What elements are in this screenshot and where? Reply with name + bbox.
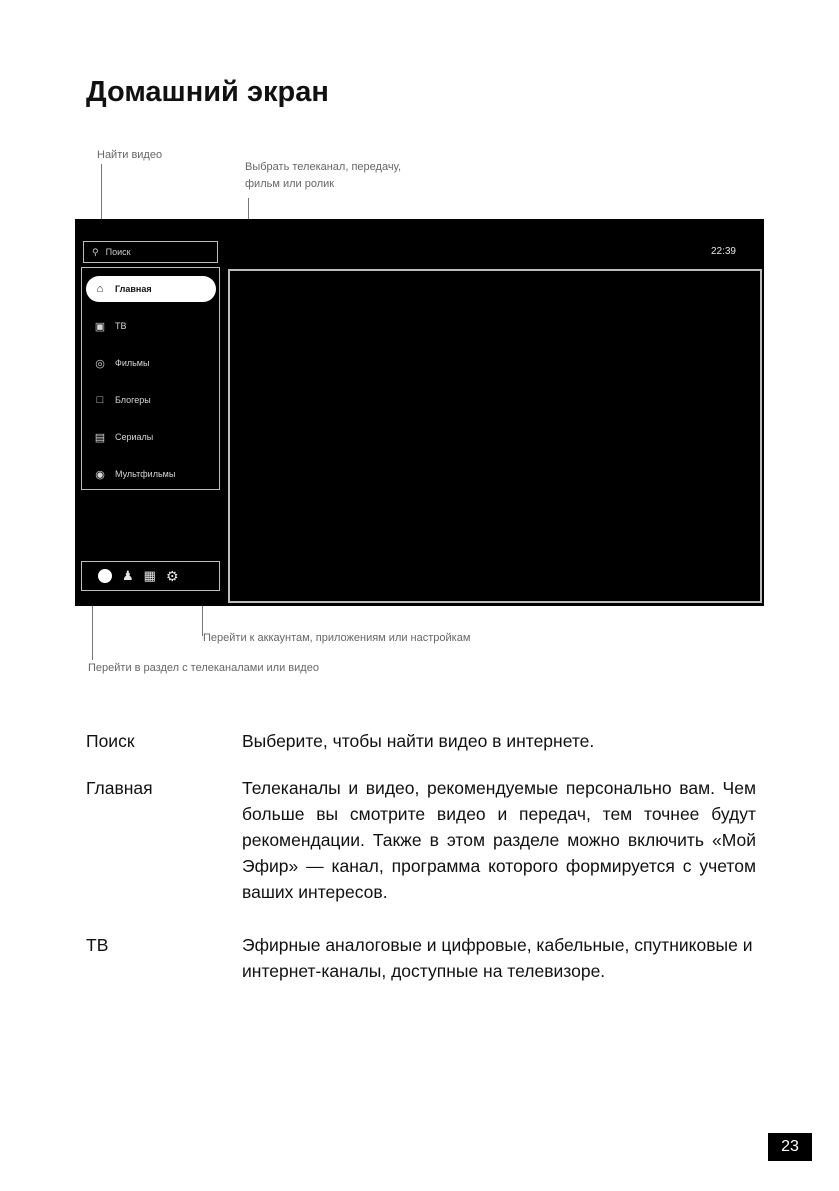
- page-number: 23: [768, 1133, 812, 1161]
- menu-item-films[interactable]: [86, 350, 216, 376]
- bottom-bar: [81, 561, 220, 591]
- account-icon[interactable]: ♟: [122, 568, 134, 583]
- cartoon-icon: ◉: [95, 468, 105, 481]
- term: ТВ: [86, 935, 109, 955]
- callout-choose-channel-1: Выбрать телеканал, передачу,: [245, 161, 402, 173]
- search-field[interactable]: [83, 241, 218, 263]
- callout-go-section: Перейти в раздел с телеканалами или видео: [88, 662, 319, 674]
- menu-item-label: Фильмы: [115, 358, 150, 368]
- blogger-icon: □: [96, 394, 104, 406]
- menu-item-tv[interactable]: [86, 313, 216, 339]
- sidebar-menu: [81, 267, 220, 490]
- content-area[interactable]: [228, 269, 762, 603]
- clock: 22:39: [710, 246, 736, 257]
- definition: Эфирные аналоговые и цифровые, кабельные, спутниковые и интернет-каналы, доступные на телевизоре.: [242, 935, 753, 981]
- term: Главная: [86, 778, 153, 798]
- home-icon: ⌂: [96, 283, 104, 295]
- menu-item-label: ТВ: [115, 321, 127, 331]
- search-icon: ⚲: [92, 246, 99, 257]
- definition: Телеканалы и видео, рекомендуемые персонально вам. Чем больше вы смотрите видео и передач, тем точнее будут рекомендации. Также в этом разделе можно включить «Мой Эфир» — канал, программа которого формируется с учетом ваших интересов.: [242, 778, 756, 902]
- callout-go-accounts: Перейти к аккаунтам, приложениям или настройкам: [203, 632, 471, 644]
- search-placeholder: Поиск: [105, 247, 131, 257]
- menu-item-label: Главная: [115, 284, 152, 294]
- page-title: Домашний экран: [86, 76, 329, 108]
- menu-item-cartoons[interactable]: [86, 461, 216, 487]
- tv-icon: ▣: [94, 320, 106, 333]
- tv-home-screen: [75, 219, 764, 606]
- term: Поиск: [86, 731, 135, 751]
- apps-grid-icon[interactable]: ▦: [143, 568, 156, 583]
- series-icon: ▤: [94, 431, 106, 444]
- assistant-icon[interactable]: [98, 569, 112, 583]
- menu-item-bloggers[interactable]: [86, 387, 216, 413]
- callout-choose-channel-2: фильм или ролик: [245, 178, 335, 190]
- menu-item-home[interactable]: [86, 276, 216, 302]
- callout-find-video: Найти видео: [97, 149, 163, 161]
- menu-item-label: Мультфильмы: [115, 469, 176, 479]
- menu-item-label: Сериалы: [115, 432, 154, 442]
- definition: Выберите, чтобы найти видео в интернете.: [242, 731, 595, 751]
- film-reel-icon: ◎: [95, 357, 105, 370]
- menu-item-series[interactable]: [86, 424, 216, 450]
- menu-item-label: Блогеры: [115, 395, 151, 405]
- settings-gear-icon[interactable]: ⚙: [165, 567, 179, 584]
